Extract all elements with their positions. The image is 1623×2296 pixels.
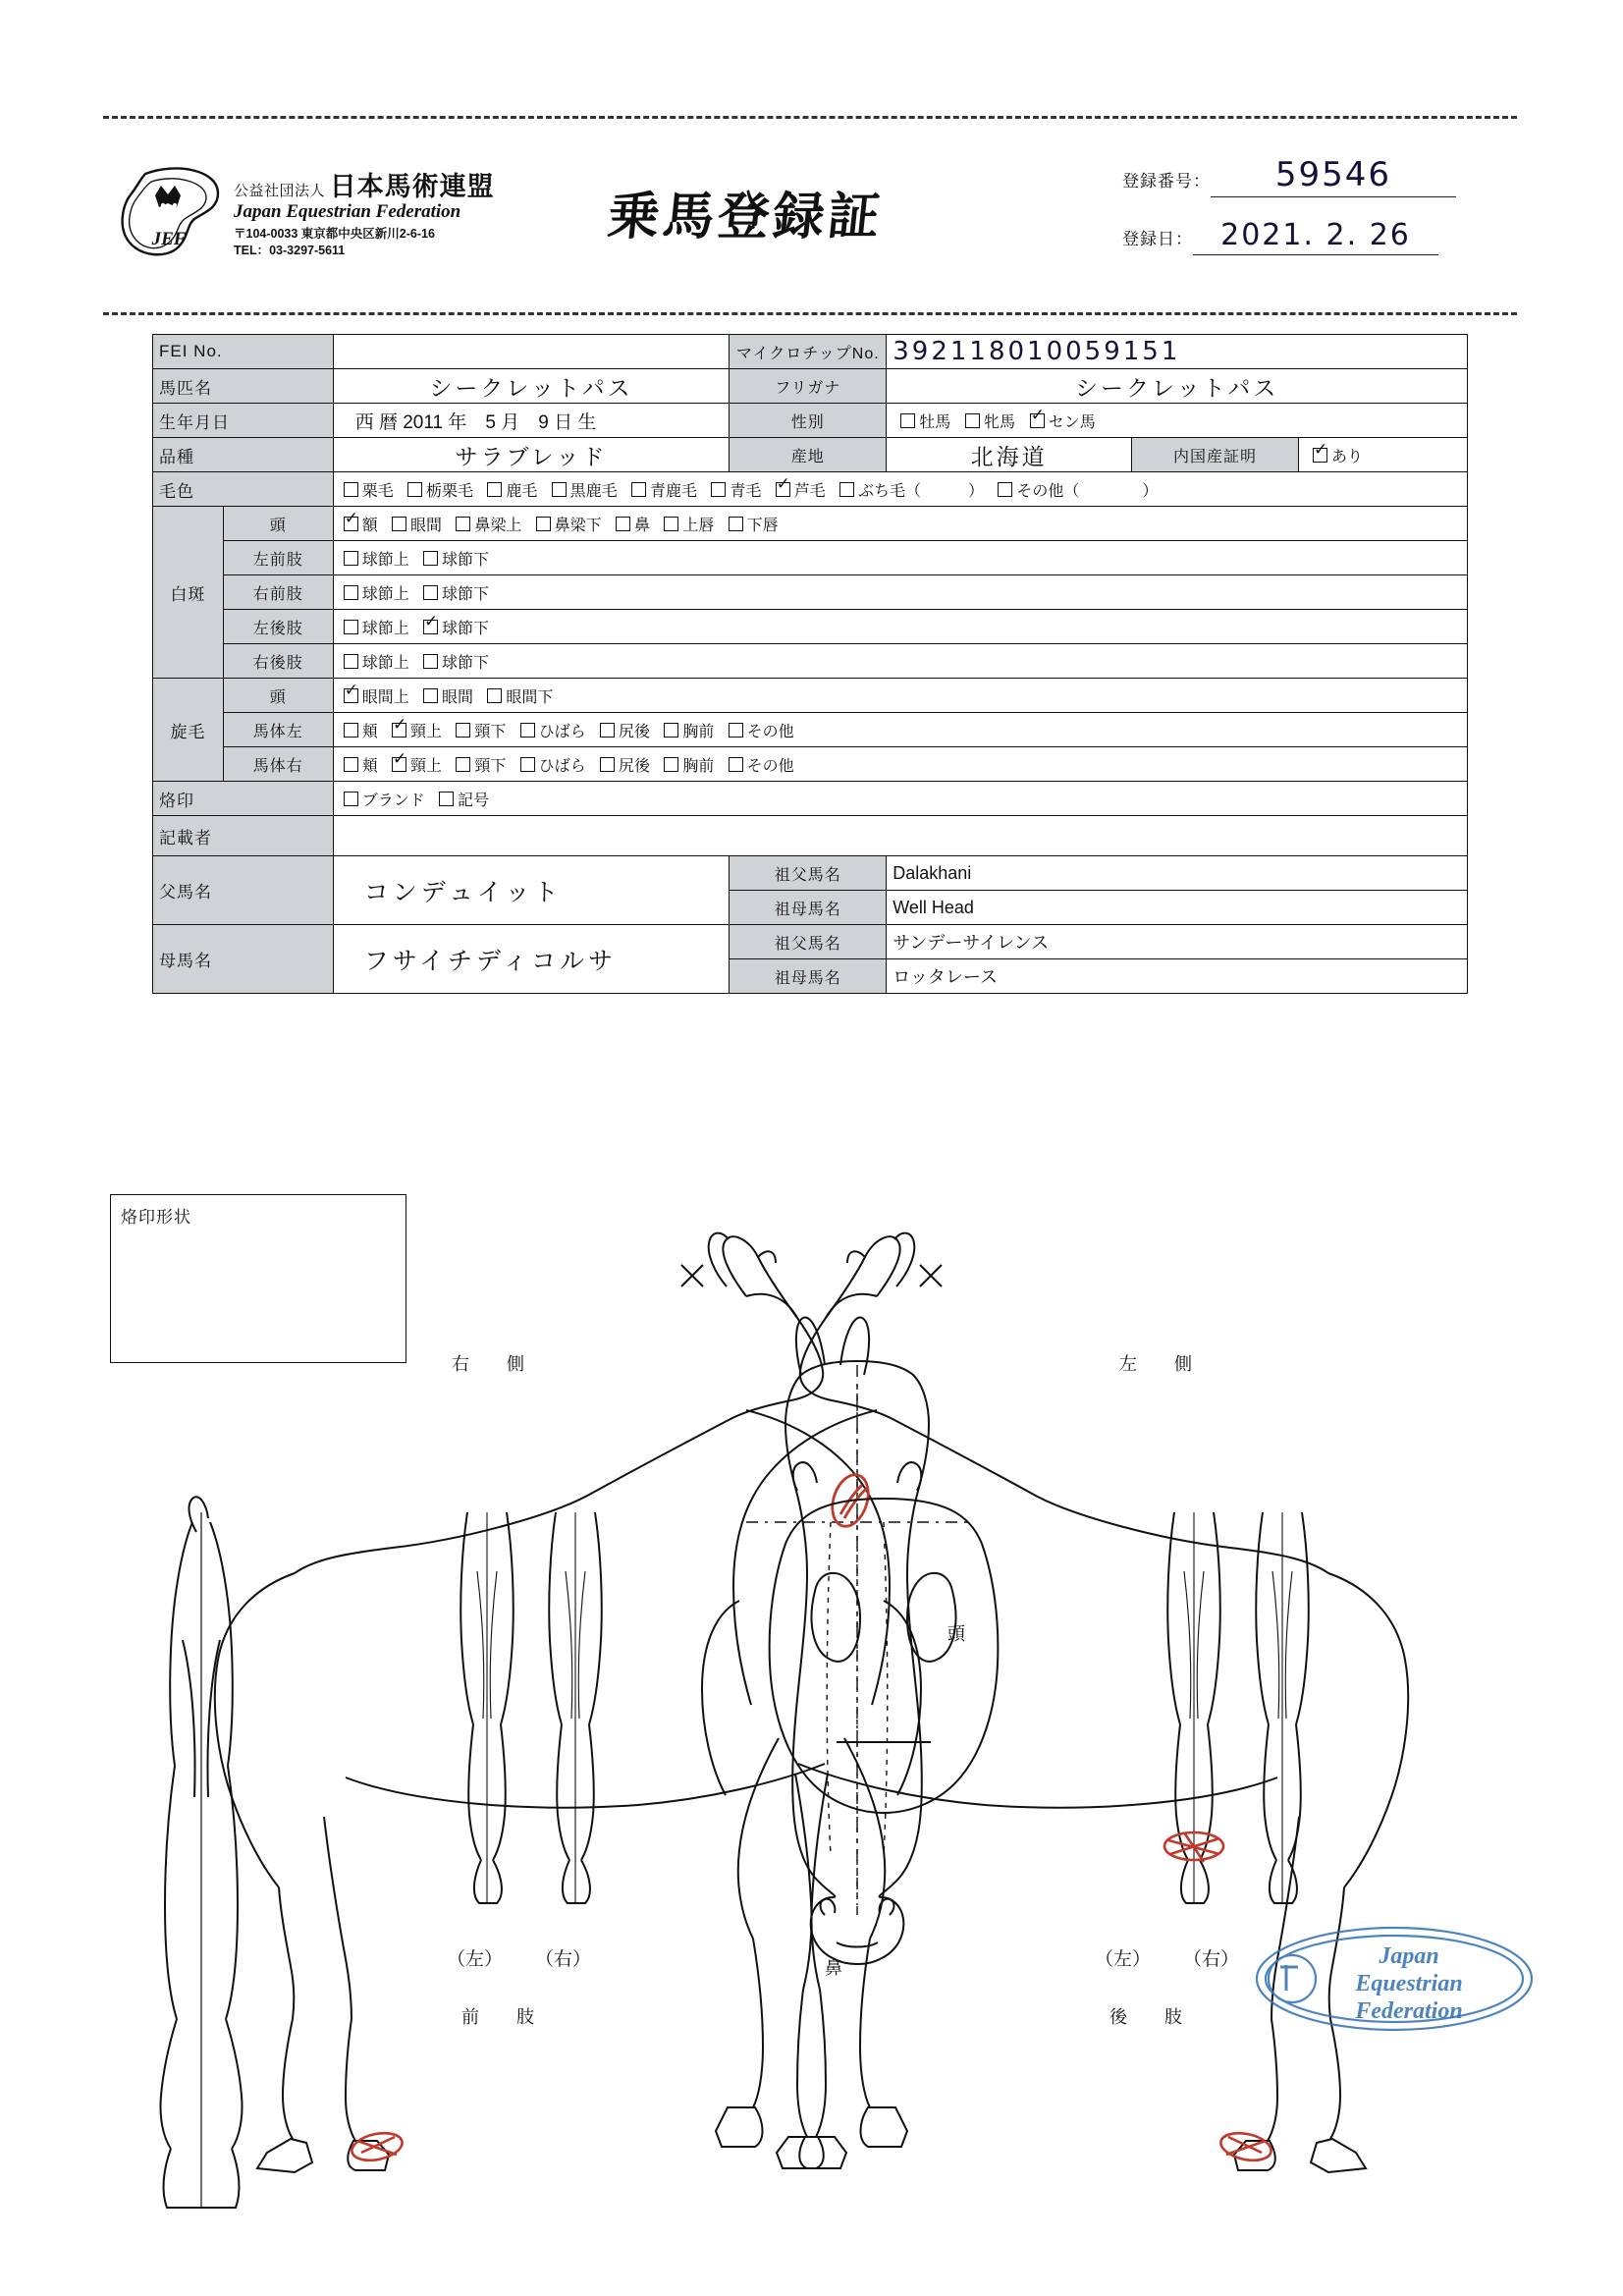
whorl-right-neck-lower[interactable]: 頸下 [456,753,506,776]
domestic-cert-option[interactable] [1313,444,1363,466]
brand-shape-label: 烙印形状 [121,1208,191,1227]
registration-date-value: 2021. 2. 26 [1193,218,1438,255]
svg-text:JEF: JEF [151,229,187,249]
whorl-left-rear[interactable]: 尻後 [600,719,650,741]
checkbox-icon[interactable] [423,654,438,669]
writer-label: 記載者 [153,816,334,856]
checkbox-checked-icon[interactable] [776,482,790,497]
checkbox-icon[interactable] [456,517,470,531]
sire-grandsire-value: Dalakhani [887,856,1468,891]
organization-block [234,165,572,259]
stamp-line-2: Equestrian [1355,1971,1463,1996]
checkbox-checked-icon[interactable] [1030,413,1045,428]
checkbox-icon[interactable] [664,757,678,772]
checkbox-icon[interactable] [998,482,1012,497]
whorl-row-part-body-left: 馬体左 [223,713,333,747]
white-head-lower-lip[interactable]: 下唇 [729,513,779,535]
white-row-part-right-fore: 右前肢 [223,575,333,610]
writer-value [333,816,1467,856]
checkbox-icon[interactable] [407,482,422,497]
checkbox-checked-icon[interactable] [344,688,358,703]
sire-value: コンデュイット [363,878,563,906]
sex-label: 性別 [730,404,887,438]
dam-label: 母馬名 [153,925,334,994]
table-row [153,856,1468,891]
table-row [153,507,1468,541]
fei-no-value [333,335,730,369]
checkbox-icon[interactable] [664,723,678,738]
checkbox-icon[interactable] [344,723,358,738]
checkbox-icon[interactable] [600,757,615,772]
white-left-fore-below[interactable]: 球節下 [423,547,489,570]
checkbox-icon[interactable] [711,482,726,497]
checkbox-icon[interactable] [344,585,358,600]
checkbox-icon[interactable] [664,517,678,531]
hind-limb-label: 後 肢 [1109,2007,1192,2027]
dam-granddam-value: ロッタレース [887,959,1468,994]
table-row [153,610,1468,644]
whorl-left-neck-lower[interactable]: 頸下 [456,719,506,741]
checkbox-checked-icon[interactable] [392,757,406,772]
checkbox-icon[interactable] [520,723,535,738]
white-head-upper-lip[interactable]: 上唇 [664,513,714,535]
horse-name-label: 馬匹名 [153,369,334,404]
table-row [153,335,1468,369]
coat-color-option-aokage[interactable]: 青鹿毛 [631,478,697,501]
table-row [153,747,1468,782]
table-row [153,644,1468,679]
horse-markings-diagram [0,1228,1623,2259]
org-name-prefix: 公益社団法人 [234,183,326,199]
coat-color-option-kage[interactable]: 鹿毛 [487,478,537,501]
whorl-head-between-eyes[interactable]: 眼間 [423,684,473,707]
origin-label: 産地 [730,438,887,472]
whorl-left-chest[interactable]: 胸前 [664,719,714,741]
sex-option-male[interactable] [900,410,950,432]
checkbox-icon[interactable] [729,517,743,531]
checkbox-icon[interactable] [631,482,646,497]
white-left-hind-below[interactable]: ✓ 球節下 [423,616,489,638]
birth-label: 生年月日 [153,404,334,438]
checkbox-icon[interactable] [392,517,406,531]
sex-option-gelding[interactable] [1030,410,1096,432]
org-address: 〒104-0033 東京都中央区新川2-6-16 [234,227,435,241]
header-divider-top [103,116,1517,119]
checkbox-icon[interactable] [439,792,454,806]
brand-label: 烙印 [153,782,334,816]
whorl-row-part-head: 頭 [223,679,333,713]
checkbox-icon[interactable] [423,688,438,703]
white-head-nose[interactable]: 鼻 [616,513,650,535]
coat-color-option-ashige[interactable]: ✓ 芦毛 [776,478,826,501]
checkbox-icon[interactable] [456,757,470,772]
domestic-cert-option-label: あり [1331,448,1364,465]
registration-date-row [1122,218,1438,255]
dam-granddam-label: 祖母馬名 [730,959,887,994]
checkbox-icon[interactable] [536,517,551,531]
whorl-left-neck-upper[interactable]: ✓ 頸上 [392,719,442,741]
checkbox-checked-icon[interactable] [423,620,438,634]
checkbox-icon[interactable] [344,482,358,497]
table-row [153,713,1468,747]
table-row [153,472,1468,507]
white-head-hitai[interactable]: ✓ 額 [344,513,378,535]
sex-option-female-label: 牝馬 [983,413,1015,431]
checkbox-icon[interactable] [423,585,438,600]
fei-no-label: FEI No. [153,335,334,369]
checkbox-icon[interactable] [520,757,535,772]
front-right-mark-label: （右） [535,1949,592,1970]
white-markings-label: 白斑 [153,507,224,679]
sire-granddam-label: 祖母馬名 [730,891,887,925]
checkbox-icon[interactable] [487,688,502,703]
org-name-en: Japan Equestrian Federation [234,201,461,222]
whorl-right-cheek[interactable]: 頬 [344,753,378,776]
left-side-label: 左 側 [1119,1354,1202,1374]
checkbox-icon[interactable] [965,413,980,428]
checkbox-icon[interactable] [344,757,358,772]
table-row [153,816,1468,856]
checkbox-checked-icon[interactable] [344,517,358,531]
microchip-label: マイクロチップNo. [730,335,887,369]
breed-value: サラブレッド [455,443,608,469]
table-row [153,925,1468,959]
table-row [153,438,1468,472]
checkbox-icon[interactable] [344,792,358,806]
whorl-right-other[interactable]: その他 [729,753,794,776]
hind-right-mark-label: （右） [1183,1949,1240,1970]
white-head-gankan[interactable]: 眼間 [392,513,442,535]
breed-label: 品種 [153,438,334,472]
checkbox-icon[interactable] [423,551,438,566]
coat-color-option-tochikurige[interactable]: 栃栗毛 [407,478,473,501]
checkbox-icon[interactable] [344,620,358,634]
org-name: 日本馬術連盟 [329,172,495,201]
checkbox-icon[interactable] [552,482,567,497]
white-row-part-head: 頭 [223,507,333,541]
checkbox-checked-icon[interactable] [1313,448,1327,463]
checkbox-icon[interactable] [600,723,615,738]
horse-details-table [152,334,1468,994]
whorl-head-below-eyes[interactable]: 眼間下 [487,684,553,707]
sire-label: 父馬名 [153,856,334,925]
coat-color-option-other[interactable]: その他（ ） [998,478,1158,501]
nose-label: 鼻 [825,1958,842,1978]
table-row [153,782,1468,816]
white-right-fore-above[interactable]: 球節上 [344,581,409,604]
horse-name-value: シークレットパス [429,374,633,401]
white-row-part-left-hind: 左後肢 [223,610,333,644]
white-row-part-right-hind: 右後肢 [223,644,333,679]
jef-logo-icon [108,162,236,265]
birth-value: 西 暦 2011 年 5 月 9 日 生 [333,404,730,438]
furigana-value: シークレットパス [1074,374,1279,401]
brand-option-symbol[interactable]: 記号 [439,788,489,810]
table-row [153,369,1468,404]
table-row [153,679,1468,713]
coat-color-option-aoge[interactable]: 青毛 [711,478,761,501]
white-left-fore-above[interactable]: 球節上 [344,547,409,570]
checkbox-checked-icon[interactable] [392,723,406,738]
table-row [153,575,1468,610]
front-limb-label: 前 肢 [461,2007,544,2027]
microchip-value: 392118010059151 [893,337,1181,366]
head-label: 頭 [947,1624,965,1644]
table-row [153,541,1468,575]
front-left-mark-label: （左） [447,1949,504,1970]
dam-grandsire-label: 祖父馬名 [730,925,887,959]
table-row [153,404,1468,438]
checkbox-icon[interactable] [839,482,854,497]
coat-color-option-kurokage[interactable]: 黒鹿毛 [552,478,618,501]
registration-number-row [1122,155,1456,197]
checkbox-icon[interactable] [616,517,630,531]
document-title: 乗馬登録証 [605,188,887,246]
white-left-hind-above[interactable]: 球節上 [344,616,409,638]
sire-grandsire-label: 祖父馬名 [730,856,887,891]
whorl-right-flank[interactable]: ひばら [520,753,586,776]
white-right-hind-above[interactable]: 球節上 [344,650,409,673]
checkbox-icon[interactable] [344,654,358,669]
sex-option-male-label: 牡馬 [919,413,951,431]
whorl-right-rear[interactable]: 尻後 [600,753,650,776]
coat-color-option-buchige[interactable]: ぶち毛（ ） [839,478,984,501]
white-right-hind-below[interactable]: 球節下 [423,650,489,673]
whorl-right-neck-upper[interactable]: ✓ 頸上 [392,753,442,776]
whorl-right-chest[interactable]: 胸前 [664,753,714,776]
dam-value: フサイチディコルサ [363,947,617,975]
registration-date-label: 登録日： [1122,230,1193,248]
whorl-label: 旋毛 [153,679,224,782]
checkbox-icon[interactable] [729,723,743,738]
checkbox-icon[interactable] [900,413,915,428]
stamp-line-3: Federation [1355,1998,1463,2024]
hind-left-mark-label: （左） [1095,1949,1152,1970]
brand-option-brand[interactable]: ブランド [344,788,425,810]
white-row-part-left-fore: 左前肢 [223,541,333,575]
white-head-biryo-lower[interactable]: 鼻梁下 [536,513,602,535]
whorl-head-above-eyes[interactable]: ✓ 眼間上 [344,684,409,707]
whorl-left-cheek[interactable]: 頬 [344,719,378,741]
registration-number-value: 59546 [1211,155,1456,197]
origin-value: 北海道 [970,443,1048,469]
whorl-left-other[interactable]: その他 [729,719,794,741]
coat-color-label: 毛色 [153,472,334,507]
checkbox-icon[interactable] [487,482,502,497]
right-side-label: 右 側 [452,1354,534,1374]
org-tel: TEL：03-3297-5611 [234,243,346,257]
sire-granddam-value: Well Head [887,891,1468,925]
dam-grandsire-value: サンデーサイレンス [887,925,1468,959]
domestic-cert-label: 内国産証明 [1132,438,1299,472]
official-stamp [1247,1920,1542,2038]
sex-option-gelding-label: セン馬 [1048,413,1096,431]
whorl-left-flank[interactable]: ひばら [520,719,586,741]
header-divider-bottom [103,312,1517,315]
checkbox-icon[interactable] [729,757,743,772]
white-head-biryo-upper[interactable]: 鼻梁上 [456,513,521,535]
stamp-line-1: Japan [1379,1943,1439,1969]
furigana-label: フリガナ [730,369,887,404]
coat-color-option-kurige[interactable]: 栗毛 [344,478,394,501]
checkbox-icon[interactable] [344,551,358,566]
sex-option-female[interactable] [965,410,1015,432]
registration-number-label: 登録番号： [1122,172,1211,191]
white-right-fore-below[interactable]: 球節下 [423,581,489,604]
whorl-row-part-body-right: 馬体右 [223,747,333,782]
checkbox-icon[interactable] [456,723,470,738]
